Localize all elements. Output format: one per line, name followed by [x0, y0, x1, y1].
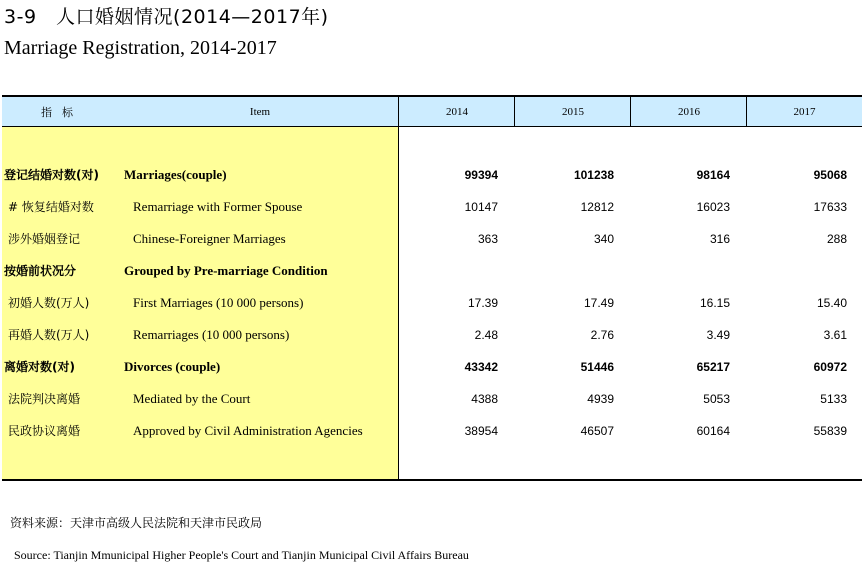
cell-value-2016: 316 [709, 232, 730, 246]
cell-value-2014: 363 [477, 232, 498, 246]
table-row [2, 255, 862, 287]
cell-value-2015: 101238 [573, 168, 614, 182]
header-item: Item [249, 106, 271, 118]
table-row [2, 319, 862, 351]
cell-value-2016: 98164 [696, 168, 730, 182]
header-year-2016: 2016 [678, 106, 700, 118]
row-label-en: Remarriages (10 000 persons) [133, 327, 290, 342]
table-row [2, 287, 862, 319]
cell-value-2017: 55839 [813, 424, 847, 438]
source-note-en: Source: Tianjin Mmunicipal Higher People's Court and Tianjin Municipal Civil Affairs Bureau [14, 548, 469, 562]
cell-value-2017: 95068 [813, 168, 847, 182]
cell-value-2017: 17633 [813, 200, 847, 214]
cell-value-2016: 16.15 [699, 296, 730, 310]
row-label-cn: 登记结婚对数(对) [4, 168, 99, 182]
cell-value-2015: 4939 [587, 392, 614, 406]
cell-value-2017 [747, 255, 847, 287]
table-row [2, 159, 862, 191]
cell-value-2016: 60164 [696, 424, 730, 438]
source-note-cn: 资料来源：天津市高级人民法院和天津市民政局 [10, 516, 263, 530]
divider-line [514, 97, 515, 126]
divider-line [746, 97, 747, 126]
cell-value-2016 [630, 255, 730, 287]
page-title-en: Marriage Registration, 2014-2017 [4, 37, 277, 59]
row-label-cn: 按婚前状况分 [4, 264, 77, 278]
row-label-cn: # 恢复结婚对数 [8, 200, 94, 214]
cell-value-2016: 5053 [703, 392, 730, 406]
cell-value-2014: 4388 [471, 392, 498, 406]
header-indicator: 指标 [41, 106, 83, 119]
header-year-2015: 2015 [562, 106, 584, 118]
row-label-cn: 涉外婚姻登记 [8, 232, 81, 246]
cell-value-2017: 5133 [820, 392, 847, 406]
table-row [2, 383, 862, 415]
row-label-en: Chinese-Foreigner Marriages [133, 231, 286, 246]
row-label-cn: 民政协议离婚 [8, 424, 81, 438]
marriage-table [2, 95, 862, 481]
cell-value-2016: 65217 [696, 360, 730, 374]
row-label-cn: 法院判决离婚 [8, 392, 81, 406]
table-row [2, 191, 862, 223]
table-row [2, 223, 862, 255]
row-label-en: Marriages(couple) [124, 167, 227, 182]
table-row [2, 415, 862, 447]
cell-value-2017: 60972 [813, 360, 847, 374]
cell-value-2015: 2.76 [590, 328, 614, 342]
cell-value-2017: 288 [826, 232, 847, 246]
header-year-2017: 2017 [793, 106, 816, 118]
table-row [2, 351, 862, 383]
page-title-cn: 3-9 人口婚姻情况(2014—2017年) [4, 6, 329, 28]
cell-value-2015: 12812 [580, 200, 614, 214]
cell-value-2015: 17.49 [583, 296, 614, 310]
cell-value-2017: 15.40 [816, 296, 847, 310]
cell-value-2016: 3.49 [706, 328, 730, 342]
cell-value-2015: 51446 [580, 360, 614, 374]
row-label-cn: 离婚对数(对) [4, 360, 75, 374]
row-label-en: First Marriages (10 000 persons) [133, 295, 304, 310]
row-label-en: Mediated by the Court [133, 391, 251, 406]
row-label-en: Grouped by Pre-marriage Condition [124, 263, 328, 278]
header-year-2014: 2014 [446, 106, 468, 118]
cell-value-2016: 16023 [696, 200, 730, 214]
row-label-en: Divorces (couple) [124, 359, 221, 374]
cell-value-2014: 10147 [464, 200, 498, 214]
row-label-cn: 初婚人数(万人) [8, 296, 90, 310]
cell-value-2014: 43342 [464, 360, 498, 374]
cell-value-2017: 3.61 [823, 328, 847, 342]
cell-value-2015: 46507 [580, 424, 614, 438]
row-label-en: Approved by Civil Administration Agencies [133, 423, 363, 438]
divider-line [630, 97, 631, 126]
cell-value-2014: 99394 [464, 168, 498, 182]
row-label-en: Remarriage with Former Spouse [133, 199, 303, 214]
cell-value-2014 [398, 255, 498, 287]
cell-value-2015 [514, 255, 614, 287]
row-label-cn: 再婚人数(万人) [8, 328, 90, 342]
table-header [2, 97, 862, 127]
cell-value-2014: 17.39 [467, 296, 498, 310]
cell-value-2015: 340 [593, 232, 614, 246]
cell-value-2014: 2.48 [474, 328, 498, 342]
cell-value-2014: 38954 [464, 424, 498, 438]
